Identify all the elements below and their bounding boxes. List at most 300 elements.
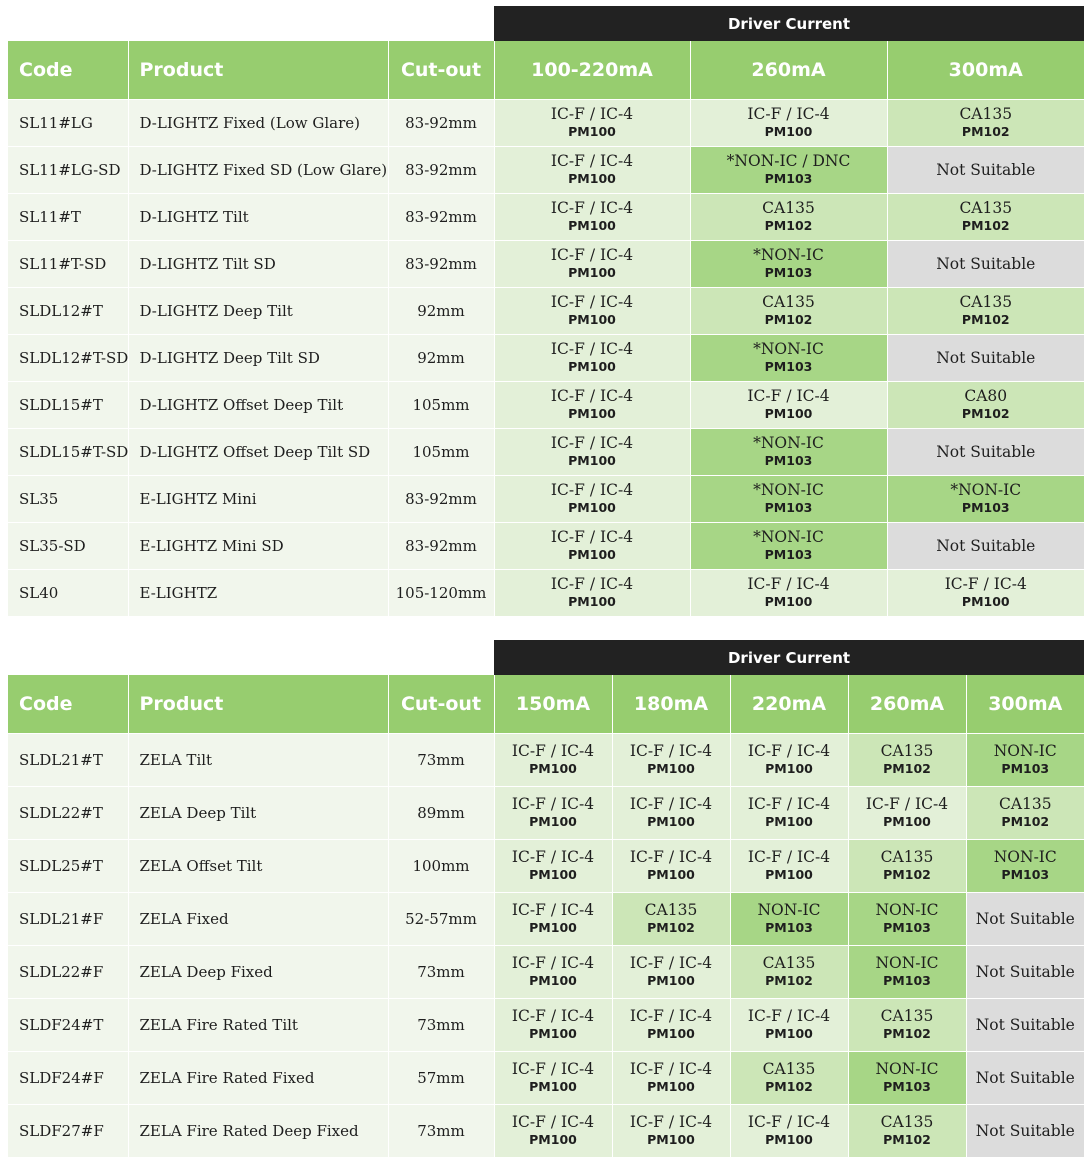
driver-compat: IC-F / IC-4 <box>511 848 595 866</box>
product-header: Product <box>128 675 388 734</box>
driver-compat: CA135 <box>762 199 815 217</box>
driver-model: PM102 <box>764 218 813 233</box>
product-name: ZELA Fixed <box>128 893 388 946</box>
driver-cell <box>494 429 690 476</box>
table-row <box>8 1052 1084 1105</box>
cutout-size: 89mm <box>388 787 494 840</box>
driver-cell <box>690 382 887 429</box>
driver-compat: NON-IC <box>875 1060 939 1078</box>
driver-cell <box>887 570 1084 617</box>
product-name: D-LIGHTZ Offset Deep Tilt <box>128 382 388 429</box>
table-1-body <box>8 100 1084 617</box>
driver-model: PM100 <box>765 814 813 829</box>
driver-compat: *NON-IC <box>753 528 824 546</box>
driver-cell <box>966 734 1084 787</box>
driver-compat: Not Suitable <box>936 254 1036 273</box>
driver-compat: IC-F / IC-4 <box>550 575 634 593</box>
product-code: SLDF24#T <box>8 999 128 1052</box>
driver-model: PM100 <box>568 218 616 233</box>
driver-compat: IC-F / IC-4 <box>629 795 713 813</box>
driver-current-header: Driver Current <box>494 640 1084 675</box>
driver-cell <box>730 999 848 1052</box>
product-code: SLDL15#T-SD <box>8 429 128 476</box>
driver-compat: IC-F / IC-4 <box>865 795 949 813</box>
driver-compat: NON-IC <box>875 954 939 972</box>
driver-model: PM100 <box>568 500 616 515</box>
driver-cell <box>494 523 690 570</box>
driver-model: PM100 <box>568 453 616 468</box>
product-code: SLDL21#F <box>8 893 128 946</box>
product-code: SL11#T-SD <box>8 241 128 288</box>
driver-model: PM100 <box>765 867 813 882</box>
driver-model: PM100 <box>764 124 813 139</box>
table-row <box>8 194 1084 241</box>
driver-cell <box>612 787 730 840</box>
product-name: D-LIGHTZ Fixed SD (Low Glare) <box>128 147 388 194</box>
driver-model: PM103 <box>883 1079 931 1094</box>
cutout-size: 83-92mm <box>388 241 494 288</box>
driver-compat: IC-F / IC-4 <box>747 387 830 405</box>
driver-compat: IC-F / IC-4 <box>550 387 634 405</box>
driver-cell <box>730 1052 848 1105</box>
driver-cell <box>848 893 966 946</box>
driver-compat: IC-F / IC-4 <box>747 742 831 760</box>
driver-cell <box>612 999 730 1052</box>
driver-compat: Not Suitable <box>975 1121 1075 1140</box>
driver-compat: CA135 <box>959 105 1013 123</box>
cutout-size: 52-57mm <box>388 893 494 946</box>
product-code: SL35 <box>8 476 128 523</box>
driver-compat: CA80 <box>964 387 1008 405</box>
driver-cell <box>494 787 612 840</box>
driver-model: PM100 <box>568 406 616 421</box>
driver-cell <box>730 946 848 999</box>
driver-compat: *NON-IC <box>950 481 1022 499</box>
driver-cell <box>690 241 887 288</box>
driver-compat: Not Suitable <box>975 1015 1075 1034</box>
driver-current-header: Driver Current <box>494 6 1084 41</box>
product-code: SL11#T <box>8 194 128 241</box>
driver-model: PM103 <box>764 359 813 374</box>
driver-model: PM100 <box>568 594 616 609</box>
code-header: Code <box>8 675 128 734</box>
driver-model: PM100 <box>529 973 577 988</box>
table-row <box>8 288 1084 335</box>
driver-model: PM100 <box>568 312 616 327</box>
driver-cell <box>887 523 1084 570</box>
product-code: SLDL22#F <box>8 946 128 999</box>
current-header: 220mA <box>730 675 848 734</box>
current-header: 100-220mA <box>494 41 690 100</box>
product-name: ZELA Tilt <box>128 734 388 787</box>
driver-compat: IC-F / IC-4 <box>629 954 713 972</box>
driver-cell <box>887 335 1084 382</box>
driver-cell <box>887 382 1084 429</box>
driver-cell <box>494 893 612 946</box>
driver-cell <box>730 734 848 787</box>
driver-cell <box>494 147 690 194</box>
driver-compat: NON-IC <box>993 848 1057 866</box>
table-row <box>8 523 1084 570</box>
product-code: SL35-SD <box>8 523 128 570</box>
driver-cell <box>730 840 848 893</box>
driver-cell <box>494 1105 612 1158</box>
driver-cell <box>690 288 887 335</box>
cutout-size: 73mm <box>388 1105 494 1158</box>
driver-model: PM100 <box>568 359 616 374</box>
driver-model: PM102 <box>961 218 1010 233</box>
driver-compat: IC-F / IC-4 <box>550 528 634 546</box>
driver-cell <box>730 1105 848 1158</box>
driver-model: PM100 <box>647 1132 695 1147</box>
driver-compat: *NON-IC <box>753 340 824 358</box>
current-header: 300mA <box>887 41 1084 100</box>
driver-compat: IC-F / IC-4 <box>747 1007 831 1025</box>
driver-model: PM102 <box>961 124 1010 139</box>
driver-model: PM100 <box>529 867 577 882</box>
driver-cell <box>966 1052 1084 1105</box>
driver-compat: CA135 <box>880 1007 934 1025</box>
driver-model: PM103 <box>764 171 813 186</box>
driver-compat: IC-F / IC-4 <box>550 340 634 358</box>
cutout-size: 105-120mm <box>388 570 494 617</box>
driver-compat: IC-F / IC-4 <box>511 1007 595 1025</box>
driver-model: PM102 <box>764 312 813 327</box>
table-row <box>8 787 1084 840</box>
driver-cell <box>494 734 612 787</box>
driver-compat: *NON-IC <box>753 434 824 452</box>
product-code: SLDL21#T <box>8 734 128 787</box>
driver-model: PM102 <box>765 1079 813 1094</box>
current-header: 300mA <box>966 675 1084 734</box>
driver-compat: IC-F / IC-4 <box>511 1060 595 1078</box>
driver-compat: CA135 <box>762 1060 816 1078</box>
driver-model: PM100 <box>529 761 577 776</box>
driver-compat: IC-F / IC-4 <box>747 575 830 593</box>
product-code: SLDL25#T <box>8 840 128 893</box>
driver-cell <box>612 893 730 946</box>
product-name: D-LIGHTZ Offset Deep Tilt SD <box>128 429 388 476</box>
table-row <box>8 840 1084 893</box>
driver-compat: Not Suitable <box>975 1068 1075 1087</box>
cutout-size: 92mm <box>388 335 494 382</box>
driver-compat: CA135 <box>998 795 1052 813</box>
table-row <box>8 893 1084 946</box>
driver-cell <box>887 147 1084 194</box>
driver-compat: *NON-IC <box>753 246 824 264</box>
driver-cell <box>494 100 690 147</box>
product-code: SLDL15#T <box>8 382 128 429</box>
product-code: SLDF27#F <box>8 1105 128 1158</box>
driver-compat: IC-F / IC-4 <box>629 848 713 866</box>
driver-cell <box>494 999 612 1052</box>
product-code: SLDF24#F <box>8 1052 128 1105</box>
driver-model: PM100 <box>568 171 616 186</box>
driver-cell <box>848 946 966 999</box>
driver-model: PM103 <box>883 920 931 935</box>
product-code: SLDL22#T <box>8 787 128 840</box>
driver-model: PM100 <box>764 594 813 609</box>
driver-cell <box>690 335 887 382</box>
product-name: D-LIGHTZ Tilt SD <box>128 241 388 288</box>
table-2-body <box>8 734 1084 1158</box>
driver-compat: *NON-IC / DNC <box>726 152 851 170</box>
driver-cell <box>887 476 1084 523</box>
table-row <box>8 335 1084 382</box>
driver-cell <box>730 787 848 840</box>
driver-compat: NON-IC <box>993 742 1057 760</box>
cutout-header: Cut-out <box>388 675 494 734</box>
driver-compat: NON-IC <box>875 901 939 919</box>
driver-model: PM100 <box>765 761 813 776</box>
product-name: D-LIGHTZ Fixed (Low Glare) <box>128 100 388 147</box>
driver-cell <box>848 734 966 787</box>
driver-compat: IC-F / IC-4 <box>747 105 830 123</box>
driver-compat: Not Suitable <box>936 160 1036 179</box>
driver-cell <box>887 429 1084 476</box>
driver-model: PM100 <box>765 1026 813 1041</box>
driver-table-1 <box>8 6 1084 616</box>
driver-compat: IC-F / IC-4 <box>747 848 831 866</box>
cutout-size: 57mm <box>388 1052 494 1105</box>
driver-model: PM103 <box>764 547 813 562</box>
cutout-size: 73mm <box>388 946 494 999</box>
driver-cell <box>612 840 730 893</box>
cutout-size: 83-92mm <box>388 476 494 523</box>
cutout-size: 83-92mm <box>388 100 494 147</box>
driver-compat: IC-F / IC-4 <box>550 246 634 264</box>
driver-model: PM102 <box>1001 814 1050 829</box>
driver-model: PM100 <box>647 867 695 882</box>
cutout-header: Cut-out <box>388 41 494 100</box>
driver-model: PM102 <box>883 761 931 776</box>
driver-model: PM102 <box>961 406 1010 421</box>
driver-compat: NON-IC <box>757 901 821 919</box>
product-header: Product <box>128 41 388 100</box>
driver-table-2 <box>8 640 1084 1157</box>
driver-compat: Not Suitable <box>975 962 1075 981</box>
driver-model: PM102 <box>883 1026 931 1041</box>
driver-compat: CA135 <box>880 742 934 760</box>
driver-compat: CA135 <box>644 901 698 919</box>
driver-compat: IC-F / IC-4 <box>550 434 634 452</box>
driver-cell <box>494 1052 612 1105</box>
driver-model: PM100 <box>883 814 931 829</box>
driver-cell <box>690 100 887 147</box>
driver-cell <box>966 1105 1084 1158</box>
driver-cell <box>848 1105 966 1158</box>
cutout-size: 83-92mm <box>388 194 494 241</box>
driver-compat: IC-F / IC-4 <box>629 742 713 760</box>
driver-model: PM100 <box>568 547 616 562</box>
current-header: 150mA <box>494 675 612 734</box>
product-code: SLDL12#T-SD <box>8 335 128 382</box>
driver-model: PM100 <box>529 920 577 935</box>
table-row <box>8 100 1084 147</box>
driver-cell <box>690 523 887 570</box>
product-name: D-LIGHTZ Tilt <box>128 194 388 241</box>
driver-cell <box>612 946 730 999</box>
driver-cell <box>494 335 690 382</box>
driver-model: PM102 <box>883 867 931 882</box>
driver-cell <box>494 382 690 429</box>
product-name: D-LIGHTZ Deep Tilt SD <box>128 335 388 382</box>
driver-cell <box>848 840 966 893</box>
driver-cell <box>730 893 848 946</box>
driver-compat: Not Suitable <box>936 348 1036 367</box>
driver-model: PM100 <box>647 814 695 829</box>
driver-compat: CA135 <box>959 293 1013 311</box>
driver-compat: IC-F / IC-4 <box>550 105 634 123</box>
driver-model: PM100 <box>764 406 813 421</box>
driver-model: PM103 <box>961 500 1010 515</box>
table-row <box>8 999 1084 1052</box>
product-name: ZELA Deep Tilt <box>128 787 388 840</box>
driver-cell <box>494 288 690 335</box>
driver-model: PM102 <box>647 920 695 935</box>
driver-cell <box>494 946 612 999</box>
driver-model: PM103 <box>765 920 813 935</box>
driver-compat: CA135 <box>762 293 815 311</box>
driver-compat: CA135 <box>762 954 816 972</box>
driver-compat: Not Suitable <box>975 909 1075 928</box>
driver-model: PM100 <box>529 1026 577 1041</box>
driver-compat: CA135 <box>880 848 934 866</box>
current-header: 260mA <box>848 675 966 734</box>
product-name: E-LIGHTZ Mini <box>128 476 388 523</box>
driver-cell <box>848 1052 966 1105</box>
table-row <box>8 570 1084 617</box>
driver-cell <box>690 570 887 617</box>
cutout-size: 105mm <box>388 382 494 429</box>
table-row <box>8 476 1084 523</box>
driver-compat: CA135 <box>880 1113 934 1131</box>
driver-cell <box>494 194 690 241</box>
table-row <box>8 946 1084 999</box>
driver-model: PM103 <box>1001 867 1050 882</box>
driver-model: PM103 <box>883 973 931 988</box>
driver-compat: IC-F / IC-4 <box>550 152 634 170</box>
driver-compat: IC-F / IC-4 <box>511 954 595 972</box>
driver-cell <box>966 946 1084 999</box>
driver-model: PM100 <box>568 265 616 280</box>
driver-model: PM100 <box>647 1026 695 1041</box>
product-name: ZELA Deep Fixed <box>128 946 388 999</box>
driver-compat: IC-F / IC-4 <box>550 481 634 499</box>
driver-compat: IC-F / IC-4 <box>550 293 634 311</box>
product-name: E-LIGHTZ Mini SD <box>128 523 388 570</box>
driver-model: PM103 <box>764 265 813 280</box>
column-header-row <box>8 675 1084 734</box>
driver-model: PM100 <box>647 973 695 988</box>
driver-compat: IC-F / IC-4 <box>550 199 634 217</box>
driver-cell <box>887 288 1084 335</box>
driver-cell <box>690 194 887 241</box>
driver-model: PM100 <box>765 1132 813 1147</box>
table-row <box>8 429 1084 476</box>
driver-compat: IC-F / IC-4 <box>747 1113 831 1131</box>
cutout-size: 73mm <box>388 999 494 1052</box>
product-name: ZELA Fire Rated Deep Fixed <box>128 1105 388 1158</box>
cutout-size: 83-92mm <box>388 147 494 194</box>
driver-model: PM103 <box>1001 761 1050 776</box>
driver-model: PM100 <box>529 1132 577 1147</box>
product-name: ZELA Fire Rated Fixed <box>128 1052 388 1105</box>
current-header: 260mA <box>690 41 887 100</box>
driver-compat: IC-F / IC-4 <box>747 795 831 813</box>
driver-model: PM100 <box>568 124 616 139</box>
driver-cell <box>494 570 690 617</box>
driver-model: PM100 <box>529 1079 577 1094</box>
product-code: SL11#LG-SD <box>8 147 128 194</box>
product-name: E-LIGHTZ <box>128 570 388 617</box>
current-header: 180mA <box>612 675 730 734</box>
driver-model: PM103 <box>764 453 813 468</box>
driver-compat: Not Suitable <box>936 536 1036 555</box>
driver-compat: IC-F / IC-4 <box>629 1007 713 1025</box>
blank-spacer <box>8 6 494 41</box>
driver-model: PM102 <box>961 312 1010 327</box>
cutout-size: 100mm <box>388 840 494 893</box>
table-row <box>8 382 1084 429</box>
cutout-size: 73mm <box>388 734 494 787</box>
driver-cell <box>612 1105 730 1158</box>
driver-cell <box>848 787 966 840</box>
blank-spacer <box>8 640 494 675</box>
driver-compat: IC-F / IC-4 <box>511 901 595 919</box>
product-name: ZELA Fire Rated Tilt <box>128 999 388 1052</box>
product-code: SL11#LG <box>8 100 128 147</box>
driver-compat: IC-F / IC-4 <box>944 575 1027 593</box>
driver-compat: IC-F / IC-4 <box>629 1060 713 1078</box>
driver-model: PM100 <box>961 594 1010 609</box>
product-code: SLDL12#T <box>8 288 128 335</box>
table-row <box>8 734 1084 787</box>
driver-cell <box>494 840 612 893</box>
driver-cell <box>690 429 887 476</box>
product-code: SL40 <box>8 570 128 617</box>
driver-cell <box>494 476 690 523</box>
driver-cell <box>690 476 887 523</box>
driver-cell <box>612 734 730 787</box>
driver-model: PM103 <box>764 500 813 515</box>
cutout-size: 83-92mm <box>388 523 494 570</box>
driver-cell <box>966 787 1084 840</box>
driver-cell <box>887 100 1084 147</box>
driver-cell <box>966 999 1084 1052</box>
driver-cell <box>848 999 966 1052</box>
table-row <box>8 241 1084 288</box>
driver-model: PM100 <box>647 761 695 776</box>
driver-cell <box>690 147 887 194</box>
driver-model: PM100 <box>529 814 577 829</box>
driver-compat: IC-F / IC-4 <box>511 742 595 760</box>
driver-compat: IC-F / IC-4 <box>511 1113 595 1131</box>
driver-cell <box>612 1052 730 1105</box>
driver-compat: *NON-IC <box>753 481 824 499</box>
table-row <box>8 147 1084 194</box>
driver-cell <box>887 194 1084 241</box>
driver-compat: Not Suitable <box>936 442 1036 461</box>
driver-model: PM102 <box>883 1132 931 1147</box>
driver-cell <box>494 241 690 288</box>
code-header: Code <box>8 41 128 100</box>
driver-compat: CA135 <box>959 199 1013 217</box>
cutout-size: 92mm <box>388 288 494 335</box>
driver-model: PM102 <box>765 973 813 988</box>
table-row <box>8 1105 1084 1158</box>
cutout-size: 105mm <box>388 429 494 476</box>
